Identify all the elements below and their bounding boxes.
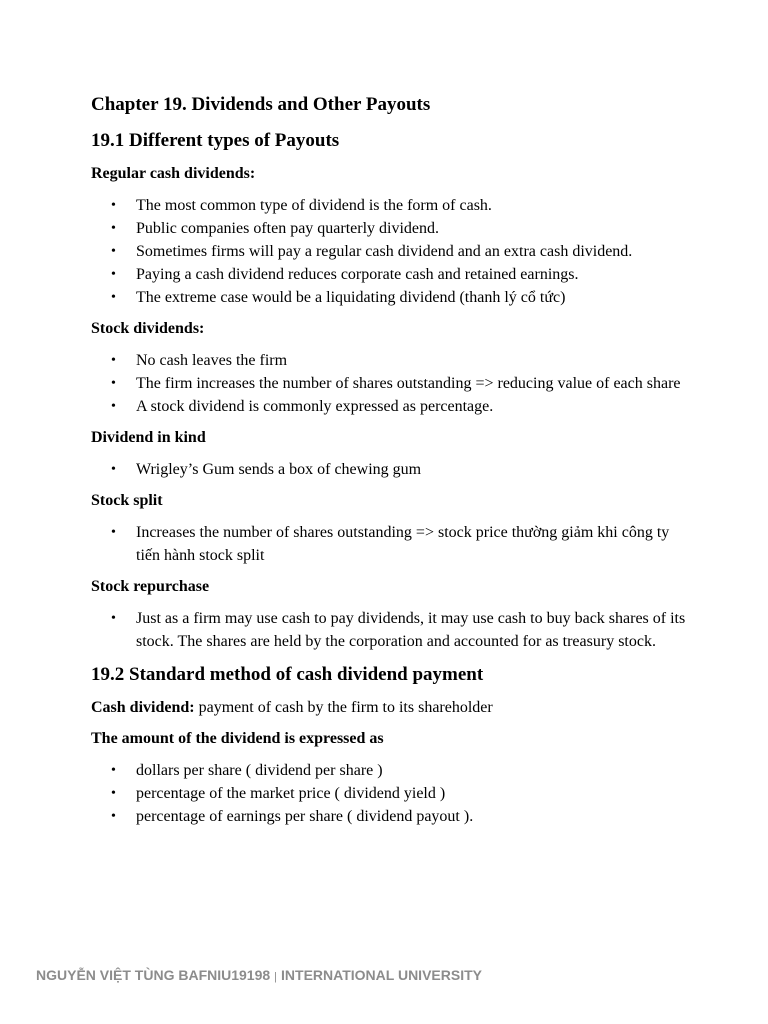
list-item-text: The firm increases the number of shares outstanding => reducing value of each share [136,375,681,392]
group-title: Dividend in kind [91,429,206,446]
list-item [91,194,691,217]
bullet-icon: • [111,198,116,213]
list-item-text: percentage of the market price ( dividend yield ) [136,785,446,802]
section-heading-19-2: 19.2 Standard method of cash dividend payment [91,664,484,685]
list-item [91,458,691,481]
bullet-icon: • [111,525,116,540]
group-title-amount: The amount of the dividend is expressed as [91,730,384,747]
definition-text: payment of cash by the firm to its shareholder [194,699,493,716]
list-item-text: Paying a cash dividend reduces corporate cash and retained earnings. [136,266,579,283]
list-item-text: Sometimes firms will pay a regular cash dividend and an extra cash dividend. [136,243,633,260]
bullet-icon: • [111,244,116,259]
list-item [91,349,691,372]
bullet-icon: • [111,763,116,778]
list-item-text: The most common type of dividend is the form of cash. [136,197,492,214]
group-title: Stock repurchase [91,578,210,595]
list-item [91,240,691,263]
bullet-icon: • [111,399,116,414]
amount-list [91,759,691,828]
page-footer [36,967,482,983]
bullet-icon: • [111,611,116,626]
list-item-text: Public companies often pay quarterly dividend. [136,220,440,237]
list-item [91,805,691,828]
list-item-text: The extreme case would be a liquidating dividend (thanh lý cổ tức) [136,289,566,306]
bullet-list [91,458,691,481]
bullet-icon: • [111,462,116,477]
bullet-icon: • [111,353,116,368]
list-item [91,286,691,309]
bullet-list [91,194,691,309]
bullet-icon: • [111,290,116,305]
list-item [91,782,691,805]
list-item [91,372,691,395]
bullet-icon: • [111,267,116,282]
section-19-1-body [91,163,691,653]
footer-author: NGUYỄN VIỆT TÙNG BAFNIU19198 [36,967,271,983]
cash-dividend-definition [91,697,691,719]
list-item-text: percentage of earnings per share ( dividend payout ). [136,808,474,825]
list-item [91,395,691,418]
chapter-title: Chapter 19. Dividends and Other Payouts [91,94,431,115]
section-heading-19-1: 19.1 Different types of Payouts [91,130,340,151]
list-item-text: Wrigley’s Gum sends a box of chewing gum [136,461,422,478]
bullet-icon: • [111,221,116,236]
bullet-list [91,521,691,567]
bullet-list [91,349,691,418]
list-item [91,521,691,567]
list-item [91,607,691,653]
bullet-icon: • [111,809,116,824]
footer-separator: | [274,971,278,983]
bullet-icon: • [111,376,116,391]
group-title: Stock split [91,492,163,509]
document-page [91,92,691,837]
definition-term: Cash dividend: [91,699,195,716]
bullet-icon: • [111,786,116,801]
list-item [91,217,691,240]
list-item-text: Increases the number of shares outstanding => stock price thường giảm khi công ty tiến hành stock split [136,524,670,564]
list-item-text: Just as a firm may use cash to pay dividends, it may use cash to buy back shares of its stock. The shares are held by the corporation and accounted for as treasury stock. [136,610,686,650]
list-item [91,759,691,782]
list-item-text: A stock dividend is commonly expressed as percentage. [136,398,494,415]
group-title: Regular cash dividends: [91,165,256,182]
list-item-text: dollars per share ( dividend per share ) [136,762,383,779]
group-title: Stock dividends: [91,320,205,337]
footer-institution: INTERNATIONAL UNIVERSITY [281,967,482,983]
list-item-text: No cash leaves the firm [136,352,288,369]
bullet-list [91,607,691,653]
list-item [91,263,691,286]
